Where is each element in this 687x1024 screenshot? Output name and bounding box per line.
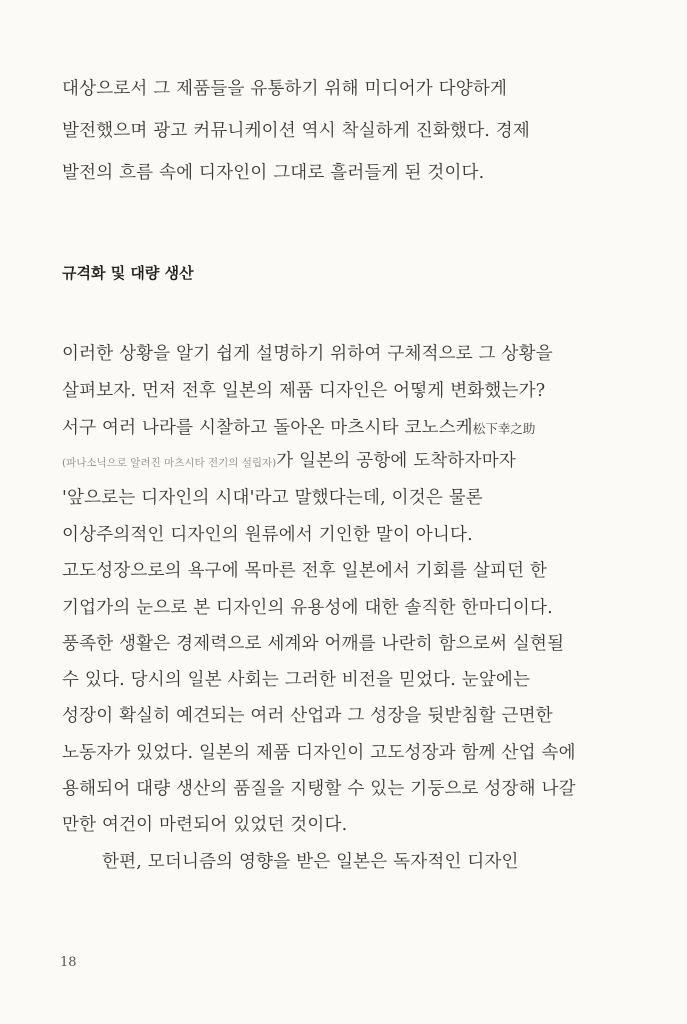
text-span: 서구 여러 나라를 시찰하고 돌아온 마츠시타 코노스케	[62, 418, 473, 438]
text-line: 성장이 확실히 예견되는 여러 산업과 그 성장을 뒷받침할 근면한	[62, 706, 553, 726]
text-line	[62, 414, 535, 439]
section-heading: 규격화 및 대량 생산	[62, 264, 194, 282]
kanji-name: 松下幸之助	[472, 421, 536, 436]
page-number: 18	[60, 955, 77, 970]
text-line: 발전의 흐름 속에 디자인이 그대로 흘러들게 된 것이다.	[62, 163, 485, 183]
text-line	[62, 447, 516, 472]
text-line: 만한 여건이 마련되어 있었던 것이다.	[62, 815, 348, 835]
text-line: 용해되어 대량 생산의 품질을 지탱할 수 있는 기둥으로 성장해 나갈	[62, 779, 576, 799]
text-line: 한편, 모더니즘의 영향을 받은 일본은 독자적인 디자인	[102, 852, 519, 872]
text-line: 이상주의적인 디자인의 원류에서 기인한 말이 아니다.	[62, 525, 473, 545]
text-line: 발전했으며 광고 커뮤니케이션 역시 착실하게 진화했다. 경제	[62, 121, 530, 141]
text-line: 이러한 상황을 알기 쉽게 설명하기 위하여 구체적으로 그 상황을	[62, 344, 553, 364]
text-line: 노동자가 있었다. 일본의 제품 디자인이 고도성장과 함께 산업 속에	[62, 743, 576, 763]
footnote-inline: (파나소닉으로 알려진 마츠시타 전기의 설립자)	[62, 457, 277, 469]
text-span: 가 일본의 공항에 도착하자마자	[276, 451, 516, 471]
text-line: 고도성장으로의 욕구에 목마른 전후 일본에서 기회를 살피던 한	[62, 561, 548, 581]
text-line: 대상으로서 그 제품들을 유통하기 위해 미디어가 다양하게	[62, 79, 508, 99]
text-line: '앞으로는 디자인의 시대'라고 말했다는데, 이것은 물론	[62, 488, 483, 508]
text-line: 수 있다. 당시의 일본 사회는 그러한 비전을 믿었다. 눈앞에는	[62, 670, 531, 690]
text-line: 살펴보자. 먼저 전후 일본의 제품 디자인은 어떻게 변화했는가?	[62, 381, 546, 401]
text-line: 풍족한 생활은 경제력으로 세계와 어깨를 나란히 함으로써 실현될	[62, 634, 565, 654]
text-line: 기업가의 눈으로 본 디자인의 유용성에 대한 솔직한 한마디이다.	[62, 598, 553, 618]
